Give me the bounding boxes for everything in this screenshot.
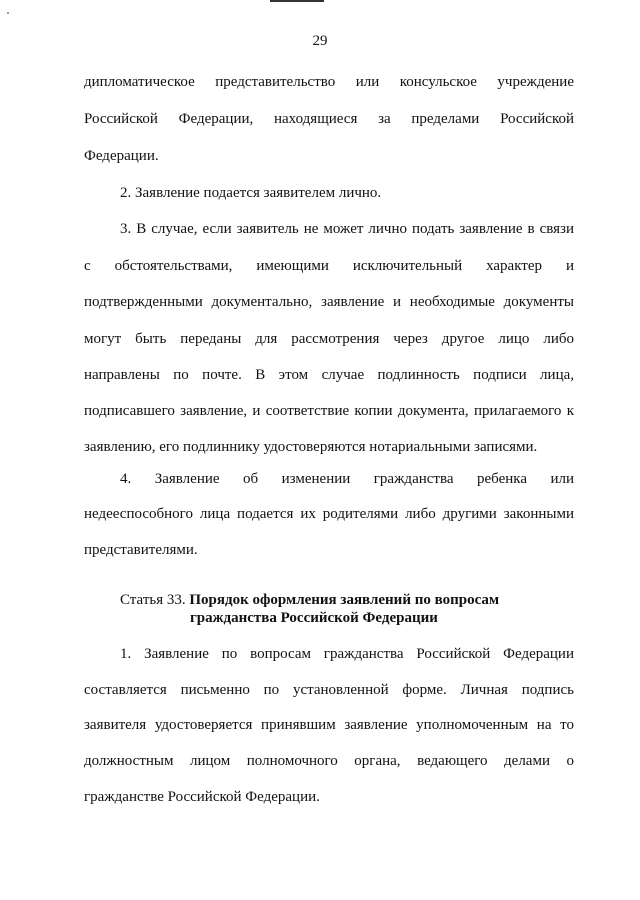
paragraph-line: должностным лицом полномочного органа, ведающего делами о (84, 753, 574, 769)
paragraph-line: недееспособного лица подается их родителями либо другими законными (84, 506, 574, 522)
paragraph-line: Российской Федерации, находящиеся за пределами Российской (84, 111, 574, 127)
article-heading-continued (190, 608, 438, 628)
paragraph-line: представителями. (84, 542, 198, 558)
paragraph-line: 4. Заявление об изменении гражданства ребенка или (120, 471, 574, 487)
top-rule (270, 0, 324, 2)
paragraph-line: заявителя удостоверяется принявшим заявление уполномоченным на то (84, 717, 574, 733)
page-number: 29 (312, 33, 328, 49)
article-title-continued: гражданства Российской Федерации (190, 610, 438, 626)
article-heading (120, 590, 499, 610)
article-title: Порядок оформления заявлений по вопросам (189, 592, 500, 608)
paragraph-line: дипломатическое представительство или консульское учреждение (84, 74, 574, 90)
paragraph-line: Федерации. (84, 148, 159, 164)
article-number: Статья 33. (120, 592, 186, 608)
scan-mark (7, 12, 9, 14)
paragraph-line: гражданстве Российской Федерации. (84, 789, 320, 805)
paragraph-line: могут быть переданы для рассмотрения через другое лицо либо (84, 331, 574, 347)
paragraph-line: направлены по почте. В этом случае подлинность подписи лица, (84, 367, 574, 383)
paragraph-line: заявлению, его подлиннику удостоверяются нотариальными записями. (84, 439, 538, 455)
paragraph-line: с обстоятельствами, имеющими исключительный характер и (84, 258, 574, 274)
paragraph-line: подтвержденными документально, заявление и необходимые документы (84, 294, 574, 310)
paragraph-line: 3. В случае, если заявитель не может лично подать заявление в связи (120, 221, 574, 237)
paragraph-line: составляется письменно по установленной форме. Личная подпись (84, 682, 574, 698)
paragraph-line: 1. Заявление по вопросам гражданства Российской Федерации (120, 646, 574, 662)
paragraph-line: подписавшего заявление, и соответствие копии документа, прилагаемого к (84, 403, 574, 419)
paragraph-line: 2. Заявление подается заявителем лично. (120, 185, 382, 201)
